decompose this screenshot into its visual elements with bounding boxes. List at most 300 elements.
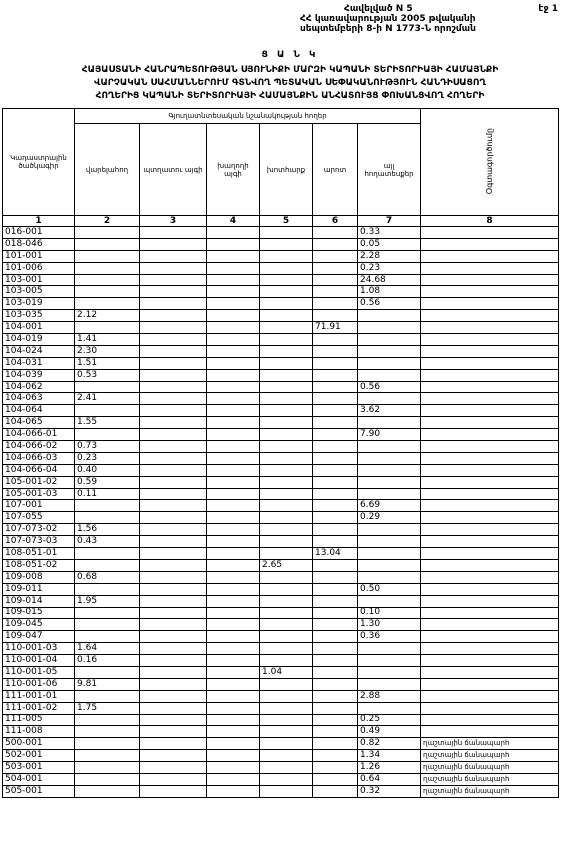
usage-cell xyxy=(421,536,559,548)
area-cell: 1.34 xyxy=(358,750,421,762)
table-row xyxy=(3,238,559,250)
area-cell xyxy=(207,619,260,631)
table-row xyxy=(3,441,559,453)
area-cell xyxy=(260,464,313,476)
area-cell: 0.56 xyxy=(358,298,421,310)
cadastral-code-cell: 103-035 xyxy=(3,310,75,322)
area-cell: 0.11 xyxy=(75,488,140,500)
area-cell xyxy=(313,726,358,738)
usage-cell xyxy=(421,405,559,417)
decree-line-1: ՀՀ կառավարության 2005 թվականի xyxy=(300,14,476,24)
area-cell: 0.50 xyxy=(358,583,421,595)
area-cell xyxy=(75,548,140,560)
area-cell: 24.68 xyxy=(358,274,421,286)
table-row xyxy=(3,369,559,381)
area-cell xyxy=(140,500,207,512)
area-cell xyxy=(207,500,260,512)
usage-cell xyxy=(421,548,559,560)
area-cell xyxy=(358,310,421,322)
document-title xyxy=(0,64,580,103)
area-cell xyxy=(75,773,140,785)
cadastral-code-cell: 101-006 xyxy=(3,262,75,274)
area-cell xyxy=(207,690,260,702)
area-cell xyxy=(140,524,207,536)
land-table xyxy=(2,108,559,798)
col-header-usage: Օգտագործումը xyxy=(421,109,559,216)
area-cell xyxy=(358,441,421,453)
area-cell xyxy=(75,512,140,524)
col-number: 8 xyxy=(421,216,559,227)
cadastral-code-cell: 103-019 xyxy=(3,298,75,310)
area-cell xyxy=(140,238,207,250)
area-cell xyxy=(75,250,140,262)
area-cell xyxy=(260,452,313,464)
area-cell xyxy=(207,512,260,524)
area-cell xyxy=(358,357,421,369)
table-row xyxy=(3,726,559,738)
area-cell: 0.49 xyxy=(358,726,421,738)
col-number: 5 xyxy=(260,216,313,227)
cadastral-code-cell: 103-005 xyxy=(3,286,75,298)
area-cell xyxy=(358,488,421,500)
area-cell xyxy=(140,357,207,369)
area-cell xyxy=(140,393,207,405)
table-row xyxy=(3,310,559,322)
cadastral-code-cell: 503-001 xyxy=(3,762,75,774)
cadastral-code-cell: 109-014 xyxy=(3,595,75,607)
cadastral-code-cell: 111-001-02 xyxy=(3,702,75,714)
cadastral-code-cell: 502-001 xyxy=(3,750,75,762)
title-line: ՀԱՅԱՍՏԱՆԻ ՀԱՆՐԱՊԵՏՈՒԹՅԱՆ ՍՅՈՒՆԻՔԻ ՄԱՐԶԻ ԿԱՊԱՆԻ ՏԵՐԻՏՈՐԻԱՅԻ ՀԱՄԱՅՆՔԻ xyxy=(81,65,499,75)
area-cell: 0.40 xyxy=(75,464,140,476)
table-row xyxy=(3,773,559,785)
area-cell xyxy=(75,714,140,726)
usage-cell xyxy=(421,512,559,524)
area-cell: 0.73 xyxy=(75,441,140,453)
usage-cell xyxy=(421,238,559,250)
cadastral-code-cell: 109-011 xyxy=(3,583,75,595)
usage-cell: ղաշտային ճանապարհ xyxy=(421,773,559,785)
table-row xyxy=(3,678,559,690)
table-row xyxy=(3,619,559,631)
area-cell xyxy=(313,345,358,357)
area-cell xyxy=(313,678,358,690)
area-cell xyxy=(75,619,140,631)
cadastral-code-cell: 107-073-03 xyxy=(3,536,75,548)
area-cell: 2.12 xyxy=(75,310,140,322)
area-cell xyxy=(358,345,421,357)
cadastral-code-cell: 101-001 xyxy=(3,250,75,262)
area-cell xyxy=(207,476,260,488)
area-cell xyxy=(207,607,260,619)
area-cell xyxy=(75,286,140,298)
area-cell xyxy=(313,417,358,429)
area-cell: 1.26 xyxy=(358,762,421,774)
usage-cell xyxy=(421,441,559,453)
area-cell xyxy=(207,714,260,726)
area-cell: 0.59 xyxy=(75,476,140,488)
table-row xyxy=(3,417,559,429)
area-cell xyxy=(260,417,313,429)
table-row xyxy=(3,250,559,262)
table-row xyxy=(3,643,559,655)
usage-cell xyxy=(421,274,559,286)
area-cell xyxy=(140,536,207,548)
area-cell xyxy=(140,738,207,750)
area-cell xyxy=(313,666,358,678)
area-cell: 2.65 xyxy=(260,559,313,571)
area-cell xyxy=(358,678,421,690)
usage-cell xyxy=(421,488,559,500)
area-cell xyxy=(260,250,313,262)
area-cell xyxy=(140,619,207,631)
table-row xyxy=(3,345,559,357)
col-header-code: Կադաստրային ծածկագիր xyxy=(3,109,75,216)
area-cell xyxy=(140,655,207,667)
col-number: 7 xyxy=(358,216,421,227)
area-cell xyxy=(260,726,313,738)
area-cell: 2.88 xyxy=(358,690,421,702)
area-cell xyxy=(140,405,207,417)
area-cell xyxy=(207,524,260,536)
usage-cell xyxy=(421,452,559,464)
table-row xyxy=(3,227,559,239)
table-row xyxy=(3,702,559,714)
table-row xyxy=(3,286,559,298)
table-row xyxy=(3,512,559,524)
area-cell xyxy=(140,714,207,726)
area-cell xyxy=(313,524,358,536)
cadastral-code-cell: 110-001-05 xyxy=(3,666,75,678)
table-row xyxy=(3,655,559,667)
usage-cell xyxy=(421,369,559,381)
area-cell xyxy=(313,631,358,643)
area-cell xyxy=(313,488,358,500)
col-header-hayfield: խոտհարք xyxy=(260,124,313,216)
area-cell xyxy=(358,464,421,476)
area-cell xyxy=(313,464,358,476)
table-row xyxy=(3,262,559,274)
area-cell xyxy=(207,726,260,738)
area-cell xyxy=(75,690,140,702)
area-cell xyxy=(207,250,260,262)
area-cell xyxy=(260,488,313,500)
area-cell: 0.16 xyxy=(75,655,140,667)
area-cell xyxy=(313,429,358,441)
cadastral-code-cell: 107-001 xyxy=(3,500,75,512)
area-cell xyxy=(140,476,207,488)
area-cell xyxy=(207,417,260,429)
area-cell xyxy=(140,417,207,429)
cadastral-code-cell: 108-051-02 xyxy=(3,559,75,571)
area-cell xyxy=(260,631,313,643)
cadastral-code-cell: 105-001-02 xyxy=(3,476,75,488)
col-number: 4 xyxy=(207,216,260,227)
usage-cell xyxy=(421,250,559,262)
area-cell xyxy=(75,738,140,750)
area-cell xyxy=(358,524,421,536)
area-cell xyxy=(358,666,421,678)
area-cell xyxy=(358,417,421,429)
cadastral-code-cell: 110-001-04 xyxy=(3,655,75,667)
area-cell xyxy=(260,583,313,595)
table-row xyxy=(3,536,559,548)
area-cell xyxy=(313,762,358,774)
area-cell: 1.04 xyxy=(260,666,313,678)
area-cell xyxy=(140,227,207,239)
area-cell xyxy=(140,607,207,619)
area-cell xyxy=(75,607,140,619)
area-cell xyxy=(358,571,421,583)
area-cell xyxy=(140,310,207,322)
area-cell: 0.33 xyxy=(358,227,421,239)
col-header-other: այլ հողատեսքեր xyxy=(358,124,421,216)
area-cell xyxy=(207,357,260,369)
area-cell xyxy=(140,666,207,678)
area-cell xyxy=(260,405,313,417)
col-number: 2 xyxy=(75,216,140,227)
cadastral-code-cell: 016-001 xyxy=(3,227,75,239)
area-cell xyxy=(140,429,207,441)
area-cell xyxy=(313,773,358,785)
cadastral-code-cell: 107-055 xyxy=(3,512,75,524)
area-cell xyxy=(260,619,313,631)
usage-cell xyxy=(421,310,559,322)
area-cell xyxy=(260,334,313,346)
area-cell xyxy=(207,322,260,334)
table-row xyxy=(3,488,559,500)
page-number: էջ 1 xyxy=(538,4,558,14)
area-cell xyxy=(313,238,358,250)
area-cell xyxy=(140,369,207,381)
area-cell xyxy=(260,678,313,690)
area-cell xyxy=(313,250,358,262)
table-row xyxy=(3,500,559,512)
usage-cell xyxy=(421,690,559,702)
cadastral-code-cell: 104-001 xyxy=(3,322,75,334)
col-header-pasture: արոտ xyxy=(313,124,358,216)
area-cell xyxy=(75,750,140,762)
cadastral-code-cell: 104-062 xyxy=(3,381,75,393)
area-cell xyxy=(207,655,260,667)
area-cell: 0.23 xyxy=(358,262,421,274)
area-cell xyxy=(140,298,207,310)
decree-line-2: սեպտեմբերի 8-ի N 1773-Ն որոշման xyxy=(300,24,476,34)
area-cell xyxy=(207,678,260,690)
area-cell: 71.91 xyxy=(313,322,358,334)
area-cell xyxy=(207,429,260,441)
area-cell xyxy=(260,274,313,286)
area-cell: 1.64 xyxy=(75,643,140,655)
area-cell: 2.41 xyxy=(75,393,140,405)
area-cell xyxy=(207,702,260,714)
area-cell xyxy=(313,310,358,322)
area-cell xyxy=(313,357,358,369)
usage-cell xyxy=(421,655,559,667)
area-cell: 1.75 xyxy=(75,702,140,714)
col-header-orchard: պտղատու այգի xyxy=(140,124,207,216)
area-cell xyxy=(140,571,207,583)
area-cell xyxy=(260,702,313,714)
usage-cell: ղաշտային ճանապարհ xyxy=(421,738,559,750)
area-cell xyxy=(140,464,207,476)
area-cell: 0.32 xyxy=(358,785,421,797)
area-cell xyxy=(313,298,358,310)
table-row xyxy=(3,595,559,607)
area-cell xyxy=(207,785,260,797)
table-row xyxy=(3,571,559,583)
table-row xyxy=(3,357,559,369)
cadastral-code-cell: 105-001-03 xyxy=(3,488,75,500)
cadastral-code-cell: 104-066-02 xyxy=(3,441,75,453)
area-cell xyxy=(75,274,140,286)
usage-cell xyxy=(421,298,559,310)
area-cell xyxy=(75,785,140,797)
col-number: 3 xyxy=(140,216,207,227)
area-cell xyxy=(207,452,260,464)
area-cell xyxy=(140,702,207,714)
cadastral-code-cell: 505-001 xyxy=(3,785,75,797)
area-cell xyxy=(358,476,421,488)
area-cell xyxy=(75,500,140,512)
area-cell xyxy=(358,393,421,405)
area-cell xyxy=(207,441,260,453)
area-cell xyxy=(260,595,313,607)
area-cell xyxy=(207,536,260,548)
area-cell xyxy=(313,583,358,595)
col-header-vineyard: խաղողի այգի xyxy=(207,124,260,216)
area-cell: 2.30 xyxy=(75,345,140,357)
table-row xyxy=(3,524,559,536)
usage-cell xyxy=(421,595,559,607)
area-cell xyxy=(207,488,260,500)
area-cell xyxy=(313,536,358,548)
table-row xyxy=(3,714,559,726)
area-cell xyxy=(140,452,207,464)
area-cell: 0.64 xyxy=(358,773,421,785)
cadastral-code-cell: 104-066-01 xyxy=(3,429,75,441)
usage-cell xyxy=(421,726,559,738)
cadastral-code-cell: 104-063 xyxy=(3,393,75,405)
table-row xyxy=(3,464,559,476)
area-cell: 0.05 xyxy=(358,238,421,250)
area-cell xyxy=(75,381,140,393)
area-cell xyxy=(313,785,358,797)
area-cell xyxy=(207,369,260,381)
area-cell xyxy=(358,702,421,714)
area-cell: 0.23 xyxy=(75,452,140,464)
cadastral-code-cell: 109-047 xyxy=(3,631,75,643)
usage-cell: ղաշտային ճանապարհ xyxy=(421,785,559,797)
area-cell xyxy=(75,322,140,334)
table-row xyxy=(3,666,559,678)
area-cell xyxy=(207,262,260,274)
area-cell xyxy=(140,381,207,393)
area-cell xyxy=(207,571,260,583)
area-cell: 13.04 xyxy=(313,548,358,560)
table-row xyxy=(3,334,559,346)
col-number: 1 xyxy=(3,216,75,227)
area-cell: 0.82 xyxy=(358,738,421,750)
usage-cell xyxy=(421,571,559,583)
area-cell xyxy=(358,322,421,334)
usage-cell xyxy=(421,583,559,595)
area-cell xyxy=(75,298,140,310)
area-cell: 6.69 xyxy=(358,500,421,512)
list-title: Ց Ա Ն Կ xyxy=(261,50,319,60)
area-cell xyxy=(75,227,140,239)
area-cell xyxy=(260,357,313,369)
cadastral-code-cell: 018-046 xyxy=(3,238,75,250)
usage-cell xyxy=(421,643,559,655)
title-line: ՀՈՂԵՐԻՑ ԿԱՊԱՆԻ ՏԵՐԻՏՈՐԻԱՅԻ ՀԱՄԱՅՆՔԻՆ ԱՆՀԱՏՈՒՅՑ ՓՈԽԱՆՑՎՈՂ ՀՈՂԵՐԻ xyxy=(95,91,485,101)
usage-cell xyxy=(421,334,559,346)
cadastral-code-cell: 110-001-06 xyxy=(3,678,75,690)
cadastral-code-cell: 109-008 xyxy=(3,571,75,583)
area-cell xyxy=(260,441,313,453)
table-row xyxy=(3,738,559,750)
area-cell xyxy=(75,238,140,250)
table-row xyxy=(3,429,559,441)
area-cell xyxy=(358,536,421,548)
area-cell xyxy=(75,666,140,678)
area-cell: 2.28 xyxy=(358,250,421,262)
area-cell xyxy=(75,429,140,441)
cadastral-code-cell: 111-008 xyxy=(3,726,75,738)
area-cell xyxy=(358,643,421,655)
area-cell xyxy=(313,262,358,274)
area-cell xyxy=(358,334,421,346)
area-cell xyxy=(207,464,260,476)
area-cell xyxy=(260,548,313,560)
area-cell xyxy=(140,690,207,702)
area-cell: 1.30 xyxy=(358,619,421,631)
area-cell: 3.62 xyxy=(358,405,421,417)
area-cell xyxy=(358,655,421,667)
table-row xyxy=(3,405,559,417)
area-cell xyxy=(313,607,358,619)
area-cell xyxy=(140,785,207,797)
area-cell xyxy=(313,441,358,453)
usage-cell xyxy=(421,559,559,571)
usage-cell xyxy=(421,714,559,726)
area-cell xyxy=(313,393,358,405)
area-cell: 1.08 xyxy=(358,286,421,298)
area-cell: 0.25 xyxy=(358,714,421,726)
area-cell xyxy=(75,726,140,738)
cadastral-code-cell: 109-045 xyxy=(3,619,75,631)
area-cell xyxy=(313,274,358,286)
cadastral-code-cell: 104-064 xyxy=(3,405,75,417)
area-cell xyxy=(140,762,207,774)
area-cell: 9.81 xyxy=(75,678,140,690)
table-row xyxy=(3,393,559,405)
usage-cell xyxy=(421,286,559,298)
cadastral-code-cell: 103-001 xyxy=(3,274,75,286)
area-cell xyxy=(260,690,313,702)
area-cell xyxy=(140,262,207,274)
cadastral-code-cell: 107-073-02 xyxy=(3,524,75,536)
area-cell: 1.41 xyxy=(75,334,140,346)
area-cell xyxy=(313,512,358,524)
area-cell xyxy=(313,500,358,512)
usage-cell xyxy=(421,322,559,334)
cadastral-code-cell: 104-024 xyxy=(3,345,75,357)
area-cell xyxy=(313,750,358,762)
area-cell xyxy=(358,452,421,464)
area-cell xyxy=(140,726,207,738)
area-cell xyxy=(140,286,207,298)
